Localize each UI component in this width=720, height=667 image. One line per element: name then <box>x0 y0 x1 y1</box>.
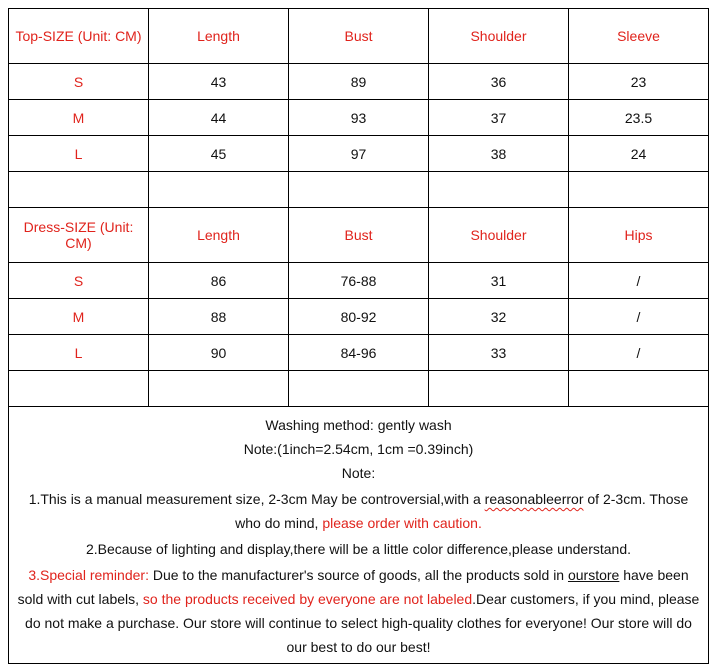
note-text: 1.This is a manual measurement size, 2-3cm May be controversial,with a <box>28 491 485 507</box>
table-cell: 33 <box>429 335 569 371</box>
size-label: S <box>9 263 149 299</box>
empty-cell <box>569 371 709 407</box>
top-shoulder-header: Shoulder <box>429 9 569 64</box>
table-cell: 36 <box>429 64 569 100</box>
note-item-1 <box>15 487 702 535</box>
table-cell: 44 <box>149 100 289 136</box>
empty-row <box>9 172 709 208</box>
table-row <box>9 100 709 136</box>
note-text: of 2-3cm. Those who do mind, <box>235 491 689 531</box>
table-cell: 37 <box>429 100 569 136</box>
table-cell: 86 <box>149 263 289 299</box>
dress-size-header: Dress-SIZE (Unit: CM) <box>9 208 149 263</box>
empty-cell <box>289 371 429 407</box>
table-cell: 43 <box>149 64 289 100</box>
table-cell: 38 <box>429 136 569 172</box>
size-table <box>8 8 709 664</box>
table-cell: / <box>569 263 709 299</box>
table-row <box>9 64 709 100</box>
empty-cell <box>149 172 289 208</box>
underlined-word: ourstore <box>567 567 620 583</box>
top-length-header: Length <box>149 9 289 64</box>
notes-row <box>9 407 709 664</box>
table-cell: 23.5 <box>569 100 709 136</box>
table-cell: 93 <box>289 100 429 136</box>
size-chart <box>8 8 708 664</box>
table-cell: / <box>569 299 709 335</box>
table-cell: 84-96 <box>289 335 429 371</box>
note-text: Due to the manufacturer's source of goods, all the products sold in <box>148 567 568 583</box>
top-header-row <box>9 9 709 64</box>
empty-cell <box>9 172 149 208</box>
empty-row <box>9 371 709 407</box>
size-label: M <box>9 299 149 335</box>
table-cell: 31 <box>429 263 569 299</box>
table-cell: 32 <box>429 299 569 335</box>
dress-hips-header: Hips <box>569 208 709 263</box>
size-label: M <box>9 100 149 136</box>
size-label: L <box>9 335 149 371</box>
note-text: .Dear customers, if you mind, please do not make a purchase. Our store will continue to select high-quality clothes for everyone! Our store will do our best to do our best! <box>25 591 700 655</box>
table-cell: 80-92 <box>289 299 429 335</box>
size-label: L <box>9 136 149 172</box>
table-cell: 88 <box>149 299 289 335</box>
table-cell: 23 <box>569 64 709 100</box>
table-row <box>9 263 709 299</box>
notes-cell <box>9 407 709 664</box>
table-cell: 89 <box>289 64 429 100</box>
table-cell: 97 <box>289 136 429 172</box>
table-row <box>9 136 709 172</box>
dress-shoulder-header: Shoulder <box>429 208 569 263</box>
empty-cell <box>429 371 569 407</box>
no-label-text: so the products received by everyone are not labeled <box>142 591 473 607</box>
top-bust-header: Bust <box>289 9 429 64</box>
conversion-note: Note:(1inch=2.54cm, 1cm =0.39inch) <box>243 441 474 457</box>
dress-length-header: Length <box>149 208 289 263</box>
table-cell: 76-88 <box>289 263 429 299</box>
note-item-3 <box>15 563 702 659</box>
special-reminder-label: 3.Special reminder: <box>28 567 149 583</box>
empty-cell <box>289 172 429 208</box>
empty-cell <box>429 172 569 208</box>
note-item-2: 2.Because of lighting and display,there will be a little color difference,please understand. <box>85 541 632 557</box>
note-text: have been sold with cut labels, <box>17 567 689 607</box>
table-row <box>9 335 709 371</box>
size-label: S <box>9 64 149 100</box>
empty-cell <box>149 371 289 407</box>
note-label: Note: <box>341 465 376 481</box>
top-sleeve-header: Sleeve <box>569 9 709 64</box>
table-cell: 45 <box>149 136 289 172</box>
table-cell: / <box>569 335 709 371</box>
table-cell: 24 <box>569 136 709 172</box>
dress-bust-header: Bust <box>289 208 429 263</box>
spellcheck-word: reasonableerror <box>484 491 584 507</box>
caution-text: please order with caution. <box>322 515 482 531</box>
top-size-header: Top-SIZE (Unit: CM) <box>9 9 149 64</box>
dress-header-row <box>9 208 709 263</box>
table-row <box>9 299 709 335</box>
empty-cell <box>569 172 709 208</box>
washing-note: Washing method: gently wash <box>265 417 452 433</box>
table-cell: 90 <box>149 335 289 371</box>
empty-cell <box>9 371 149 407</box>
